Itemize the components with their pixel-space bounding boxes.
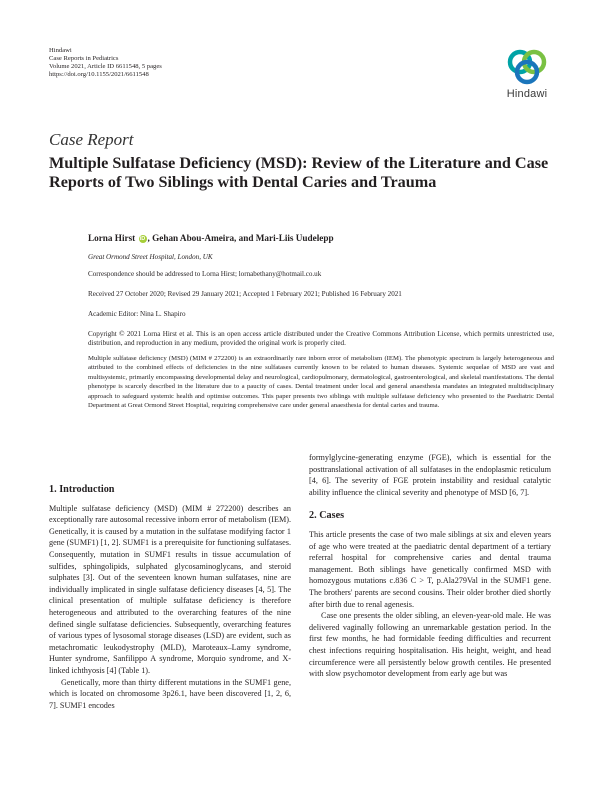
cases-paragraph-1: This article presents the case of two male siblings at six and eleven years of age who were treated at the paediatric dental department of a tertiary referral hospital for comprehensive caries and dental trauma management. Both siblings have genetically confirmed MSD with homozygous mutations c.836 C > T, p.Ala279Val in the SUMF1 gene. The brothers' parents are second cousins. Their older brother died shortly after birth due to renal agenesis. (309, 529, 551, 609)
intro-paragraph-2: Genetically, more than thirty different mutations in the SUMF1 gene, which is located on chromosome 3p26.1, have been discovered [1, 2, 6, 7]. SUMF1 encodes (49, 677, 291, 710)
intro-paragraph-continued: formylglycine-generating enzyme (FGE), which is essential for the posttranslational activation of all sulfatases in the endoplasmic reticulum [4, 6]. The severity of FGE protein instability and residual catalytic ability influence the clinical severity and phenotype of MSD [6, 7]. (309, 453, 551, 497)
author-first[interactable]: Lorna Hirst (88, 233, 136, 243)
journal-meta (49, 47, 162, 79)
left-column (49, 484, 291, 711)
academic-editor: Academic Editor: Nina L. Shapiro (88, 310, 186, 318)
cases-paragraph-2: Case one presents the older sibling, an eleven-year-old male. He was delivered vaginally following an unremarkable gestation period. In the first few months, he had formidable feeding difficulties and recurrent chest infections requiring hospitalisation. His height, weight, and head circumference were all persistently below growth centiles. He presented with slow psychomotor development from early age but was (309, 611, 551, 679)
author-list (88, 233, 334, 243)
copyright-notice: Copyright © 2021 Lorna Hirst et al. This is an open access article distributed under the Creative Commons Attribution License, which permits unrestricted use, distribution, and reproduction in any medium, provided the original work is properly cited. (88, 330, 554, 347)
author-rest: , Gehan Abou-Ameira, and Mari-Liis Uudelepp (147, 233, 334, 243)
article-type: Case Report (49, 130, 134, 149)
abstract: Multiple sulfatase deficiency (MSD) (MIM # 272200) is an extraordinarily rare inborn error of metabolism (IEM). The phenotypic spectrum is largely heterogeneous and attributed to the combined effects of deficiencies in the nine sulfatases currently known to be related to human diseases. Systemic sequelae of MSD are vast and multisystemic, primarily encompassing developmental delay and neurological, cardiopulmonary, dermatological, gastroenterological, and skeletal manifestations. The dental phenotype is scarcely described in the literature due to a paucity of cases. Dental treatment under local and general anaesthesia mandates an integrated multidisciplinary approach to safeguard systemic health and optimise outcomes. This paper presents two siblings with multiple sulfatase deficiency who presented to the Paediatric Dental Department at Great Ormond Street Hospital, requiring comprehensive care under general anaesthesia for dental caries and trauma. (88, 355, 554, 410)
logo-wordmark: Hindawi (506, 88, 548, 100)
volume-line: Volume 2021, Article ID 6611548, 5 pages (49, 63, 162, 70)
correspondence: Correspondence should be addressed to Lorna Hirst; lornabethany@hotmail.co.uk (88, 270, 322, 278)
right-column (309, 452, 551, 680)
affiliation: Great Ormond Street Hospital, London, UK (88, 253, 213, 261)
section-heading-introduction: 1. Introduction (49, 484, 115, 495)
publisher-name: Hindawi (49, 47, 72, 54)
hindawi-rings-icon (506, 48, 548, 86)
section-heading-cases: 2. Cases (309, 510, 345, 522)
doi-link[interactable]: https://doi.org/10.1155/2021/6611548 (49, 71, 149, 78)
journal-name: Case Reports in Pediatrics (49, 55, 119, 62)
hindawi-logo (498, 48, 556, 106)
publication-dates: Received 27 October 2020; Revised 29 January 2021; Accepted 1 February 2021; Published 16 February 2021 (88, 290, 402, 298)
orcid-icon[interactable]: iD (139, 236, 146, 242)
article-title: Multiple Sulfatase Deficiency (MSD): Review of the Literature and Case Reports of Two Siblings with Dental Caries and Trauma (49, 154, 549, 191)
intro-paragraph-1: Multiple sulfatase deficiency (MSD) (MIM # 272200) describes an exceptionally rare autosomal recessive inborn error of metabolism (IEM). Genetically, it is caused by a mutation in the sulfatase modifying factor 1 gene (SUMF1) [1, 2]. SUMF1 is a prerequisite for functioning sulfatases. Consequently, mutation in SUMF1 results in tissue accumulation of sulfides, sphingolipids, sulphated glycosaminoglycans, and steroid sulphates [3]. Out of the seventeen known human sulfatases, nine are individually implicated in single sulfatase deficiency diseases [4, 5]. The clinical presentation of multiple sulfatase deficiency is therefore heterogeneous and attributed to the overarching features of the nine defined single sulfatase deficiencies. Subsequently, overarching features of various types of lysosomal storage diseases (LSD) are evident, such as metachromatic leukodystrophy (MLD), Maroteaux–Lamy syndrome, Hunter syndrome, Sanfilippo A syndrome, Morquio syndrome, and X-linked ichthyosis [4] (Table 1). (49, 503, 291, 675)
